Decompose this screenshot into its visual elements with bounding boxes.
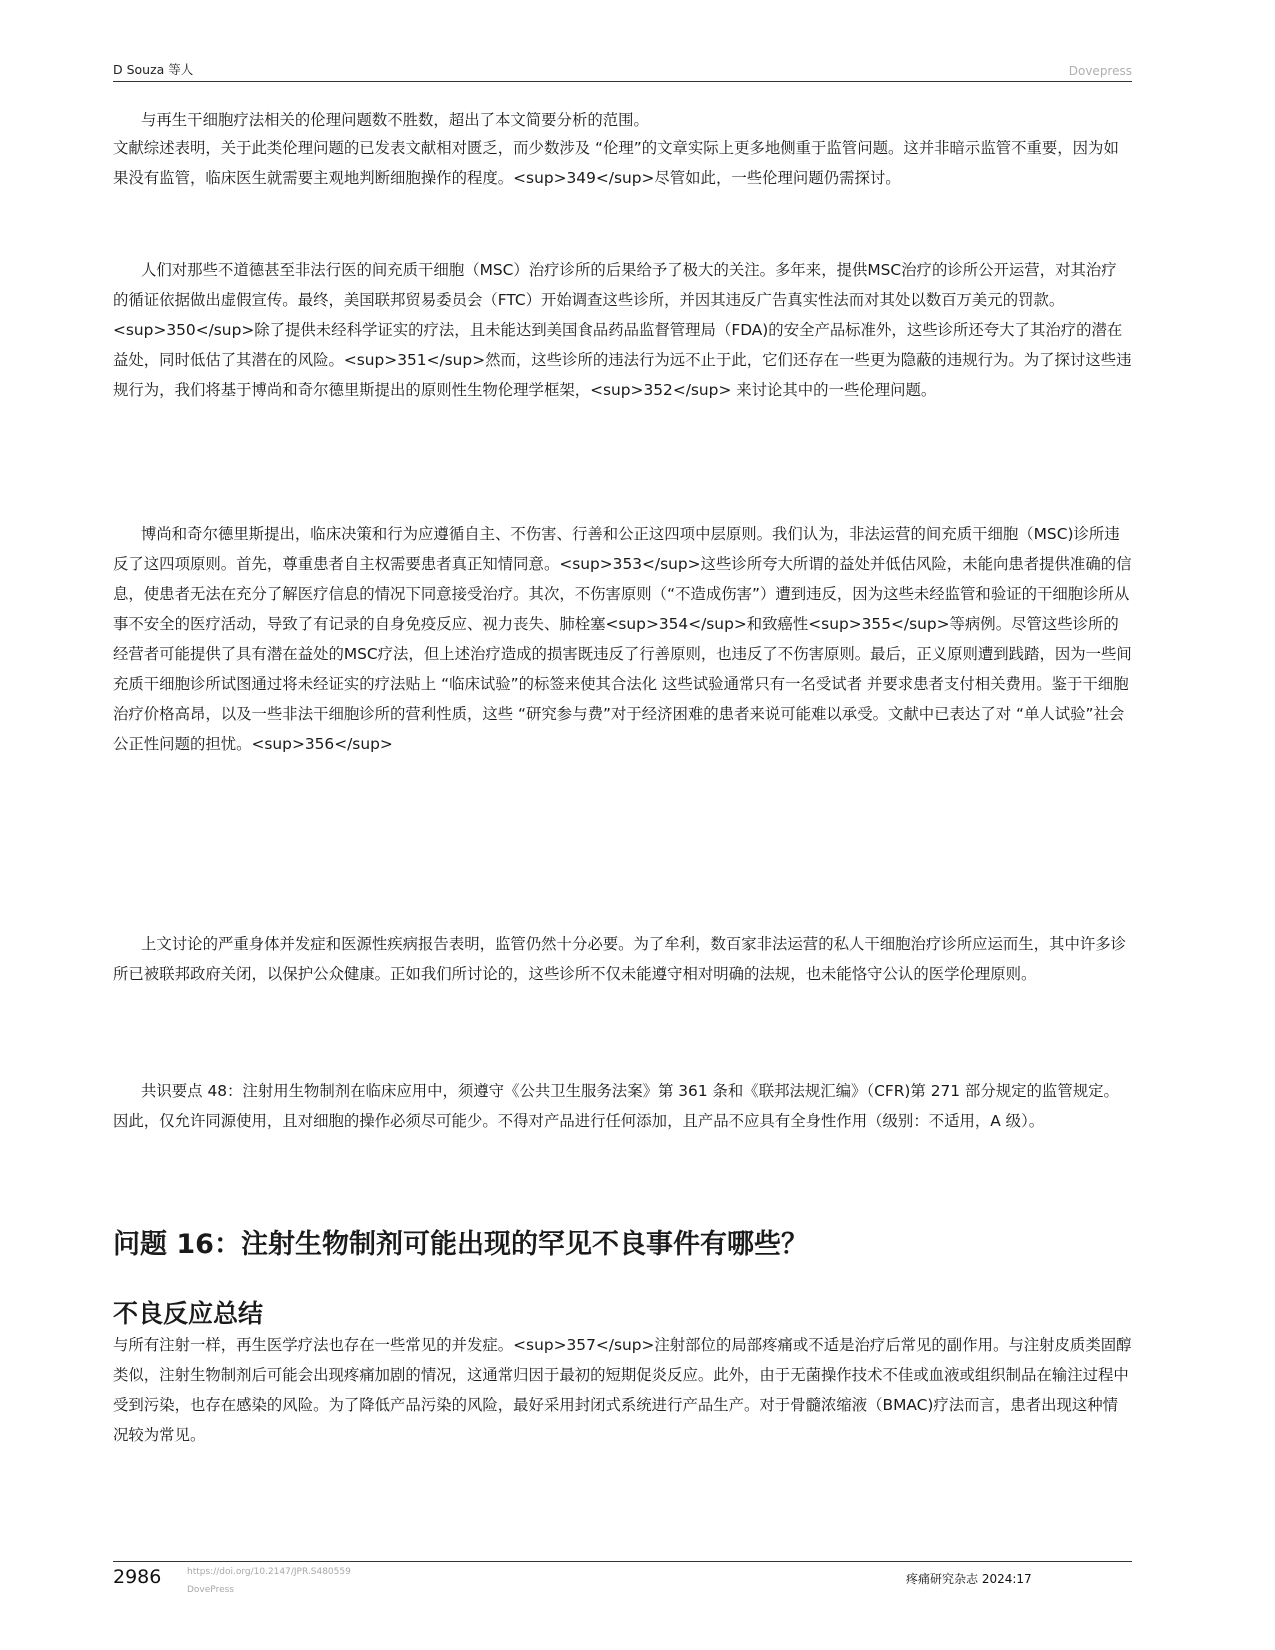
page-number: 2986: [113, 1566, 162, 1588]
subsection-heading-adverse-summary: 不良反应总结: [113, 1299, 264, 1328]
doi-link[interactable]: https://doi.org/10.2147/JPR.S480559: [187, 1567, 351, 1577]
header-divider: [113, 81, 1132, 82]
paragraph-intro-first-line: 与再生干细胞疗法相关的伦理问题数不胜数，超出了本文简要分析的范围。: [141, 111, 649, 129]
paragraph-bioethics-principles: 博尚和奇尔德里斯提出，临床决策和行为应遵循自主、不伤害、行善和公正这四项中层原则。我们认为，非法运营的间充质干细胞（MSC)诊所违反了这四项原则。首先，尊重患者自主权需要患者真正知情同意。<sup>353</sup>这些诊所夸大所谓的益处并低估风险，未能向患者提供准确的信息，使患者无法在充分了解医疗信息的情况下同意接受治疗。其次，不伤害原则（“不造成伤害”）遭到违反，因为这些未经监管和验证的干细胞诊所从事不安全的医疗活动，导致了有记录的自身免疫反应、视力丧失、肺栓塞<sup>354</sup>和致癌性<sup>355</sup>等病例。尽管这些诊所的经营者可能提供了具有潜在益处的MSC疗法，但上述治疗造成的损害既违反了行善原则，也违反了不伤害原则。最后，正义原则遭到践踏，因为一些间充质干细胞诊所试图通过将未经证实的疗法贴上 “临床试验”的标签来使其合法化 这些试验通常只有一名受试者 并要求患者支付相关费用。鉴于干细胞治疗价格高昂，以及一些非法干细胞诊所的营利性质，这些 “研究参与费”对于经济困难的患者来说可能难以承受。文献中已表达了对 “单人试验”社会公正性问题的担忧。<sup>356</sup>: [113, 525, 1132, 753]
paragraph-msc-clinics: 人们对那些不道德甚至非法行医的间充质干细胞（MSC）治疗诊所的后果给予了极大的关注。多年来，提供MSC治疗的诊所公开运营，对其治疗的循证依据做出虚假宣传。最终，美国联邦贸易委员会（FTC）开始调查这些诊所，并因其违反广告真实性法而对其处以数百万美元的罚款。<sup>350</sup>除了提供未经科学证实的疗法，且未能达到美国食品药品监督管理局（FDA)的安全产品标准外，这些诊所还夸大了其治疗的潜在益处，同时低估了其潜在的风险。<sup>351</sup>然而，这些诊所的违法行为远不止于此，它们还存在一些更为隐蔽的违规行为。为了探讨这些违规行为，我们将基于博尚和奇尔德里斯提出的原则性生物伦理学框架，<sup>352</sup> 来讨论其中的一些伦理问题。: [113, 261, 1132, 399]
section-heading-question-16: 问题 16：注射生物制剂可能出现的罕见不良事件有哪些？: [113, 1229, 808, 1260]
paragraph-intro: 文献综述表明，关于此类伦理问题的已发表文献相对匮乏，而少数涉及 “伦理”的文章实际上更多地侧重于监管问题。这并非暗示监管不重要，因为如果没有监管，临床医生就需要主观地判断细胞操作的程度。<sup>349</sup>尽管如此，一些伦理问题仍需探讨。: [113, 139, 1119, 187]
running-head-author: D Souza 等人: [113, 62, 194, 77]
running-head-publisher: Dovepress: [1068, 64, 1132, 78]
footer-divider: [113, 1561, 1132, 1562]
journal-citation: 疼痛研究杂志 2024:17: [906, 1572, 1032, 1586]
paragraph-regulation-need: 上文讨论的严重身体并发症和医源性疾病报告表明，监管仍然十分必要。为了牟利，数百家非法运营的私人干细胞治疗诊所应运而生，其中许多诊所已被联邦政府关闭，以保护公众健康。正如我们所讨论的，这些诊所不仅未能遵守相对明确的法规，也未能恪守公认的医学伦理原则。: [113, 935, 1127, 983]
paragraph-adverse-reactions: 与所有注射一样，再生医学疗法也存在一些常见的并发症。<sup>357</sup>注射部位的局部疼痛或不适是治疗后常见的副作用。与注射皮质类固醇类似，注射生物制剂后可能会出现疼痛加剧的情况，这通常归因于最初的短期促炎反应。此外，由于无菌操作技术不佳或血液或组织制品在输注过程中受到污染，也存在感染的风险。为了降低产品污染的风险，最好采用封闭式系统进行产品生产。对于骨髓浓缩液（BMAC)疗法而言，患者出现这种情况较为常见。: [113, 1336, 1132, 1444]
consensus-point-48: 共识要点 48：注射用生物制剂在临床应用中，须遵守《公共卫生服务法案》第 361 条和《联邦法规汇编》（CFR)第 271 部分规定的监管规定。因此，仅允许同源使用，且对细胞的操作必须尽可能少。不得对产品进行任何添加，且产品不应具有全身性作用（级别：不适用，A 级）。: [113, 1082, 1119, 1130]
footer-publisher: DovePress: [187, 1585, 234, 1595]
